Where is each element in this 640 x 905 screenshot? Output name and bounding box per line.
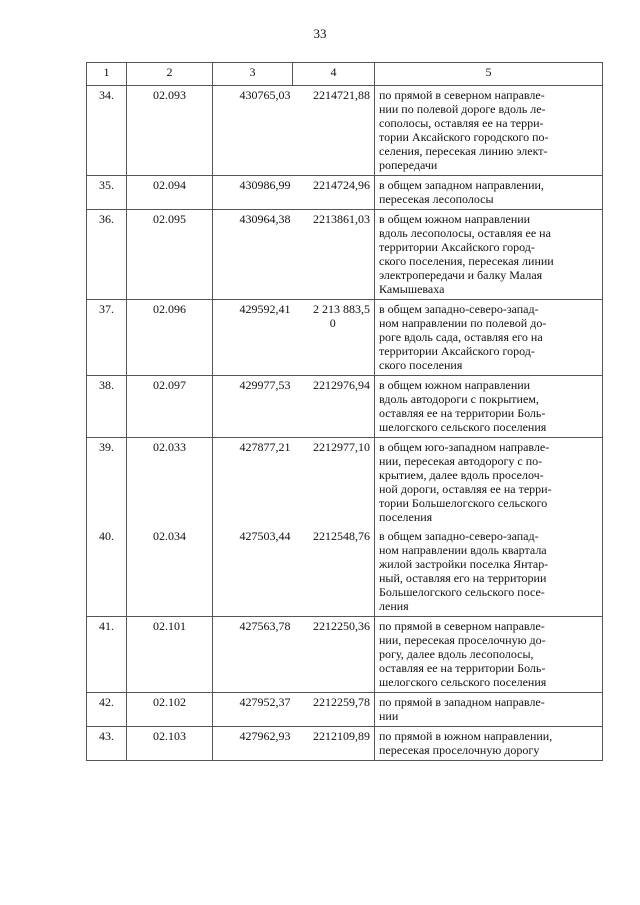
description-line: ления bbox=[379, 599, 409, 613]
point-code: 02.095 bbox=[127, 210, 213, 300]
description-line: тории Аксайского городского по- bbox=[379, 130, 549, 144]
boundary-description bbox=[375, 727, 603, 761]
row-number: 39. bbox=[87, 438, 127, 528]
description-line: жилой застройки поселка Янтар- bbox=[379, 557, 549, 571]
coordinate-x: 430986,99 bbox=[213, 176, 293, 210]
point-code: 02.033 bbox=[127, 438, 213, 528]
point-code: 02.102 bbox=[127, 693, 213, 727]
description-line: по прямой в западном направле- bbox=[379, 695, 545, 709]
description-line: ского поселения, пересекая линии bbox=[379, 254, 554, 268]
table-row bbox=[87, 376, 603, 438]
page-number: 33 bbox=[313, 26, 327, 41]
description-line: в общем южном направлении bbox=[379, 378, 531, 392]
boundary-description bbox=[375, 438, 603, 528]
description-line: нии по полевой дороге вдоль ле- bbox=[379, 102, 546, 116]
description-line: в общем юго-западном направле- bbox=[379, 440, 550, 454]
row-number: 40. bbox=[87, 527, 127, 617]
boundary-description bbox=[375, 617, 603, 693]
description-line: сополосы, оставляя ее на терри- bbox=[379, 116, 544, 130]
description-line: территории Аксайского город- bbox=[379, 240, 535, 254]
description-line: ропередачи bbox=[379, 158, 438, 172]
table-row bbox=[87, 300, 603, 376]
description-line: роге вдоль сада, оставляя его на bbox=[379, 330, 543, 344]
description-line: селения, пересекая линию элект- bbox=[379, 144, 548, 158]
description-line: пересекая лесополосы bbox=[379, 192, 494, 206]
row-number: 34. bbox=[87, 86, 127, 176]
description-line: шелогского сельского поселения bbox=[379, 420, 547, 434]
coordinate-x: 427877,21 bbox=[213, 438, 293, 528]
header-cell-5: 5 bbox=[375, 63, 603, 86]
table-row bbox=[87, 176, 603, 210]
description-line: шелогского сельского поселения bbox=[379, 675, 547, 689]
description-line: крытием, далее вдоль проселоч- bbox=[379, 468, 544, 482]
coordinate-y: 2213861,03 bbox=[293, 210, 375, 300]
boundary-description bbox=[375, 376, 603, 438]
description-line: нии, пересекая автодорогу с по- bbox=[379, 454, 543, 468]
description-line: оставляя ее на территории Боль- bbox=[379, 661, 546, 675]
coordinate-y: 2214721,88 bbox=[293, 86, 375, 176]
boundary-description bbox=[375, 300, 603, 376]
header-row bbox=[87, 63, 603, 86]
boundary-table bbox=[86, 62, 603, 761]
header-cell-3: 3 bbox=[213, 63, 293, 86]
coordinate-x: 427503,44 bbox=[213, 527, 293, 617]
row-number: 41. bbox=[87, 617, 127, 693]
coordinate-y: 2212109,89 bbox=[293, 727, 375, 761]
description-line: тории Большелогского сельского bbox=[379, 496, 548, 510]
coordinate-x: 430765,03 bbox=[213, 86, 293, 176]
description-line: ном направлении вдоль квартала bbox=[379, 543, 547, 557]
coordinate-x: 427563,78 bbox=[213, 617, 293, 693]
table-row bbox=[87, 86, 603, 176]
row-number: 38. bbox=[87, 376, 127, 438]
description-line: в общем западно-северо-запад- bbox=[379, 529, 539, 543]
description-line: Большелогского сельского посе- bbox=[379, 585, 545, 599]
row-number: 42. bbox=[87, 693, 127, 727]
coordinate-y: 2212250,36 bbox=[293, 617, 375, 693]
description-line: ном направлении по полевой до- bbox=[379, 316, 547, 330]
coordinate-y: 2212259,78 bbox=[293, 693, 375, 727]
header-cell-4: 4 bbox=[293, 63, 375, 86]
coordinate-y: 2214724,96 bbox=[293, 176, 375, 210]
table-row bbox=[87, 527, 603, 617]
description-line: рогу, далее вдоль лесополосы, bbox=[379, 647, 534, 661]
coordinate-x: 429977,53 bbox=[213, 376, 293, 438]
header-cell-1: 1 bbox=[87, 63, 127, 86]
point-code: 02.093 bbox=[127, 86, 213, 176]
row-number: 37. bbox=[87, 300, 127, 376]
boundary-description bbox=[375, 527, 603, 617]
coordinate-x: 427952,37 bbox=[213, 693, 293, 727]
description-line: электропередачи и балку Малая bbox=[379, 268, 543, 282]
description-line: ный, оставляя его на территории bbox=[379, 571, 547, 585]
row-number: 35. bbox=[87, 176, 127, 210]
table-row bbox=[87, 727, 603, 761]
coordinate-y: 2212976,94 bbox=[293, 376, 375, 438]
table-row bbox=[87, 210, 603, 300]
description-line: нии, пересекая проселочную до- bbox=[379, 633, 546, 647]
coordinate-x: 429592,41 bbox=[213, 300, 293, 376]
description-line: оставляя ее на территории Боль- bbox=[379, 406, 546, 420]
point-code: 02.096 bbox=[127, 300, 213, 376]
description-line: территории Аксайского город- bbox=[379, 344, 535, 358]
description-line: нии bbox=[379, 709, 399, 723]
header-cell-2: 2 bbox=[127, 63, 213, 86]
point-code: 02.094 bbox=[127, 176, 213, 210]
point-code: 02.097 bbox=[127, 376, 213, 438]
coordinate-y: 2212548,76 bbox=[293, 527, 375, 617]
boundary-description bbox=[375, 86, 603, 176]
boundary-description bbox=[375, 210, 603, 300]
description-line: ского поселения bbox=[379, 358, 463, 372]
description-line: поселения bbox=[379, 510, 433, 524]
coordinate-x: 427962,93 bbox=[213, 727, 293, 761]
table-row bbox=[87, 438, 603, 528]
table-row bbox=[87, 617, 603, 693]
description-line: в общем западном направлении, bbox=[379, 178, 544, 192]
description-line: по прямой в северном направле- bbox=[379, 619, 545, 633]
point-code: 02.101 bbox=[127, 617, 213, 693]
row-number: 36. bbox=[87, 210, 127, 300]
boundary-description bbox=[375, 176, 603, 210]
description-line: пересекая проселочную дорогу bbox=[379, 743, 540, 757]
description-line: в общем западно-северо-запад- bbox=[379, 302, 539, 316]
description-line: Камышеваха bbox=[379, 282, 445, 296]
description-line: вдоль лесополосы, оставляя ее на bbox=[379, 226, 551, 240]
description-line: по прямой в южном направлении, bbox=[379, 729, 553, 743]
table-row bbox=[87, 693, 603, 727]
point-code: 02.103 bbox=[127, 727, 213, 761]
point-code: 02.034 bbox=[127, 527, 213, 617]
boundary-description bbox=[375, 693, 603, 727]
description-line: в общем южном направлении bbox=[379, 212, 531, 226]
description-line: ной дороги, оставляя ее на терри- bbox=[379, 482, 552, 496]
coordinate-y: 2 213 883,5 0 bbox=[293, 300, 375, 376]
row-number: 43. bbox=[87, 727, 127, 761]
description-line: по прямой в северном направле- bbox=[379, 88, 545, 102]
coordinate-x: 430964,38 bbox=[213, 210, 293, 300]
description-line: вдоль автодороги с покрытием, bbox=[379, 392, 539, 406]
coordinate-y: 2212977,10 bbox=[293, 438, 375, 528]
